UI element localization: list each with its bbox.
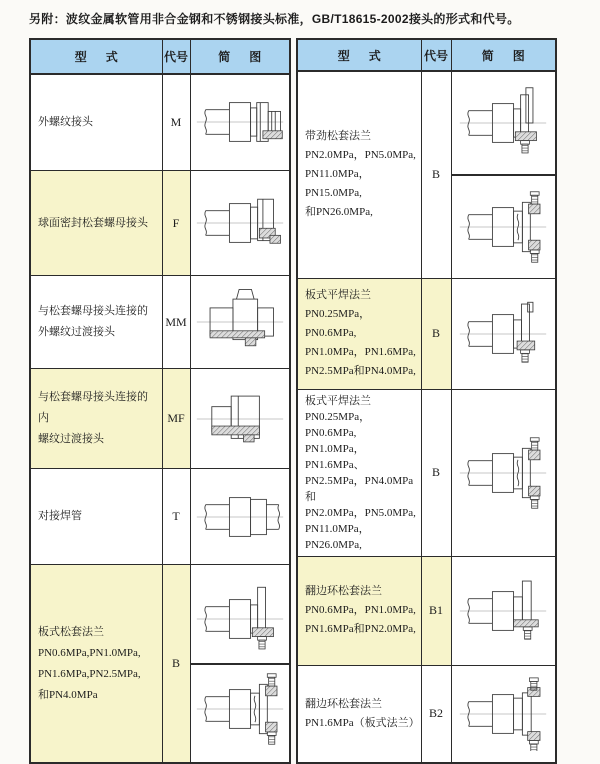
header-cell-type: 型 式 <box>30 39 162 74</box>
header-cell-diagram: 简 图 <box>190 39 290 74</box>
fitting-type: 对接焊管 <box>30 469 162 565</box>
fitting-type: 翻边环松套法兰 PN0.6MPa，PN1.0MPa, PN1.6MPa和PN2.0MPa, <box>297 556 421 665</box>
fitting-code: MF <box>162 368 190 468</box>
fitting-type: 板式平焊法兰 PN0.25MPa，PN0.6MPa, PN1.0MPa，PN1.6MPa, PN2.5MPa和PN4.0MPa, <box>297 278 421 389</box>
header-cell-code: 代号 <box>421 39 451 71</box>
fitting-type: 带劲松套法兰 PN2.0MPa，PN5.0MPa, PN11.0MPa，PN15.0MPa, 和PN26.0MPa, <box>297 71 421 278</box>
table-row <box>297 71 556 278</box>
fitting-diagram-cell <box>190 74 290 170</box>
header-cell-diagram: 简 图 <box>451 39 556 71</box>
fitting-code: B <box>421 278 451 389</box>
fitting-code: B1 <box>421 556 451 665</box>
fitting-code: B2 <box>421 665 451 763</box>
fitting-diagram <box>191 480 290 554</box>
table-row <box>30 276 290 369</box>
fitting-code: B <box>162 565 190 763</box>
header-cell-code: 代号 <box>162 39 190 74</box>
table-row <box>297 278 556 389</box>
table-row <box>297 556 556 665</box>
tables-wrapper <box>29 38 557 764</box>
fitting-table-left <box>29 38 291 764</box>
fitting-type: 与松套螺母接头连接的内 螺纹过渡接头 <box>30 368 162 468</box>
fitting-diagram-cell <box>451 71 556 278</box>
table-row <box>297 389 556 556</box>
fitting-diagram <box>191 186 290 260</box>
fitting-type: 球面密封松套螺母接头 <box>30 170 162 276</box>
fitting-diagram <box>191 285 290 359</box>
fitting-diagram-cell <box>190 565 290 763</box>
table-row <box>297 665 556 763</box>
fitting-code: M <box>162 74 190 170</box>
fitting-diagram <box>191 85 290 159</box>
fitting-diagram-cell <box>190 469 290 565</box>
fitting-diagram <box>452 297 556 371</box>
fitting-diagram-cell <box>451 665 556 763</box>
fitting-type: 与松套螺母接头连接的 外螺纹过渡接头 <box>30 276 162 369</box>
header-row <box>30 39 290 74</box>
table-row <box>30 368 290 468</box>
fitting-diagram <box>191 663 290 753</box>
fitting-type: 板式松套法兰 PN0.6MPa,PN1.0MPa, PN1.6MPa,PN2.5MPa, 和PN4.0MPa <box>30 565 162 763</box>
fitting-type: 板式平焊法兰 PN0.25MPa，PN0.6MPa, PN1.0MPa，PN1.6MPa、 PN2.5MPa，PN4.0MPa和 PN2.0MPa，PN5.0MPa, PN11.0MPa，PN26.0MPa, <box>297 389 421 556</box>
fitting-code: F <box>162 170 190 276</box>
table-row <box>30 565 290 763</box>
fitting-diagram-cell <box>190 368 290 468</box>
fitting-diagram-cell <box>190 170 290 276</box>
fitting-type: 翻边环松套法兰 PN1.6MPa（板式法兰） <box>297 665 421 763</box>
header-cell-type: 型 式 <box>297 39 421 71</box>
table-row <box>30 469 290 565</box>
page-title: 另附：波纹金属软管用非合金钢和不锈钢接头标准，GB/T18615-2002接头的形式和代号。 <box>29 12 520 26</box>
table-row <box>30 170 290 276</box>
fitting-code: B <box>421 389 451 556</box>
fitting-table-right <box>296 38 557 764</box>
fitting-diagram <box>452 436 556 510</box>
fitting-diagram <box>191 575 290 663</box>
fitting-diagram-cell <box>451 556 556 665</box>
table-row <box>30 74 290 170</box>
fitting-diagram <box>452 574 556 648</box>
fitting-diagram-cell <box>451 278 556 389</box>
fitting-diagram-cell <box>451 389 556 556</box>
fitting-code: B <box>421 71 451 278</box>
fitting-diagram <box>191 382 290 456</box>
fitting-diagram <box>452 174 556 278</box>
header-row <box>297 39 556 71</box>
fitting-type: 外螺纹接头 <box>30 74 162 170</box>
fitting-diagram-cell <box>190 276 290 369</box>
fitting-code: MM <box>162 276 190 369</box>
fitting-diagram <box>452 72 556 174</box>
fitting-code: T <box>162 469 190 565</box>
